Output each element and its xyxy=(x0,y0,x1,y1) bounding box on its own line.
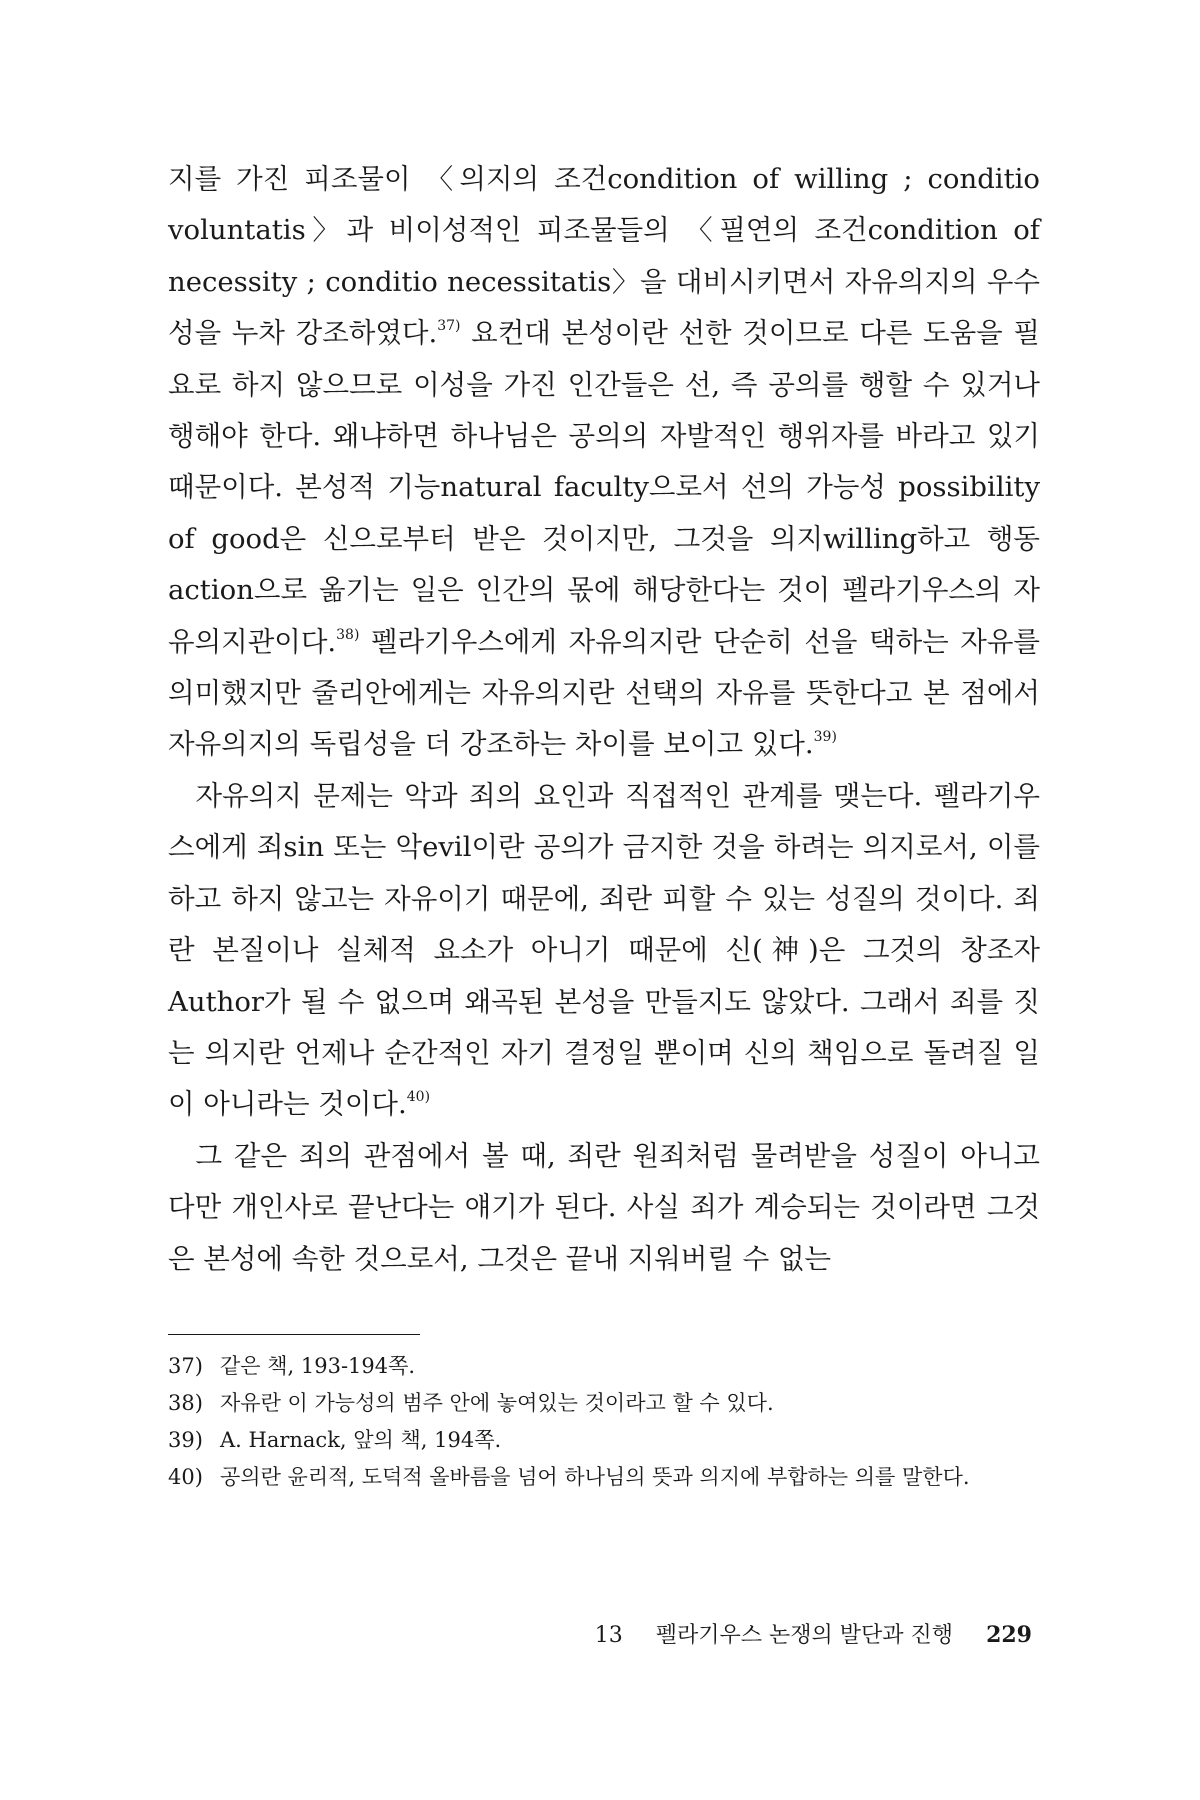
body-text xyxy=(168,154,1040,1285)
paragraph xyxy=(168,154,1040,771)
footnote xyxy=(168,1459,1040,1496)
paragraph-text: 그 같은 죄의 관점에서 볼 때, 죄란 원죄처럼 물려받을 성질이 아니고 다만 개인사로 끝난다는 얘기가 된다. 사실 죄가 계승되는 것이라면 그것은 본성에 속한 것으로서, 그것은 끝내 지워버릴 수 없는 xyxy=(168,1139,1040,1275)
page-number: 229 xyxy=(986,1622,1032,1648)
chapter-title: 펠라기우스 논쟁의 발단과 진행 xyxy=(655,1623,954,1648)
footnote-divider xyxy=(168,1334,420,1335)
paragraph xyxy=(168,1131,1040,1285)
footnote-ref: 37) xyxy=(437,318,461,335)
footnote xyxy=(168,1385,1040,1422)
footnote-number: 40) xyxy=(168,1465,203,1489)
footnote-text: 같은 책, 193-194쪽. xyxy=(220,1354,416,1378)
footnote-number: 39) xyxy=(168,1428,203,1452)
footnote-ref: 40) xyxy=(406,1089,431,1106)
footnote xyxy=(168,1422,1040,1459)
footnote-text: A. Harnack, 앞의 책, 194쪽. xyxy=(220,1428,502,1452)
paragraph-text: 요컨대 본성이란 선한 것이므로 다른 도움을 필요로 하지 않으므로 이성을 가진 인간들은 선, 즉 공의를 행할 수 있거나 행해야 한다. 왜냐하면 하나님은 공의의 자발적인 행위자를 바라고 있기 때문이다. 본성적 기능natural faculty으로서 선의 가능성 possibility of good은 신으로부터 받은 것이지만, 그것을 의지willing하고 행동action으로 옮기는 일은 인간의 몫에 해당한다는 것이 펠라기우스의 자유의지관이다. xyxy=(168,317,1040,658)
chapter-number: 13 xyxy=(594,1623,623,1648)
footnote-number: 37) xyxy=(168,1354,203,1378)
footnote xyxy=(168,1348,1040,1385)
footnote-text: 자유란 이 가능성의 범주 안에 놓여있는 것이라고 할 수 있다. xyxy=(220,1391,774,1415)
paragraph-text: 자유의지 문제는 악과 죄의 요인과 직접적인 관계를 맺는다. 펠라기우스에게 죄sin 또는 악evil이란 공의가 금지한 것을 하려는 의지로서, 이를 하고 하지 않고는 자유이기 때문에, 죄란 피할 수 있는 성질의 것이다. 죄란 본질이나 실체적 요소가 아니기 때문에 신(神)은 그것의 창조자Author가 될 수 없으며 왜곡된 본성을 만들지도 않았다. 그래서 죄를 짓는 의지란 언제나 순간적인 자기 결정일 뿐이며 신의 책임으로 돌려질 일이 아니라는 것이다. xyxy=(168,779,1040,1121)
footnotes xyxy=(168,1348,1040,1496)
footnote-ref: 39) xyxy=(813,729,837,746)
footnote-text: 공의란 윤리적, 도덕적 올바름을 넘어 하나님의 뜻과 의지에 부합하는 의를 말한다. xyxy=(220,1465,970,1489)
footnote-ref: 38) xyxy=(336,626,360,643)
paragraph-text: 지를 가진 피조물이 〈의지의 조건condition of willing ; conditio voluntatis〉과 비이성적인 피조물들의 〈필연의 조건condition of necessity ; conditio necessitatis〉을 대비시키면서 자유의지의 우수성을 누차 강조하였다. xyxy=(168,163,1040,350)
running-footer xyxy=(595,1620,1032,1651)
footnote-number: 38) xyxy=(168,1391,203,1415)
paragraph-text: 펠라기우스에게 자유의지란 단순히 선을 택하는 자유를 의미했지만 줄리안에게는 자유의지란 선택의 자유를 뜻한다고 본 점에서 자유의지의 독립성을 더 강조하는 차이를 보이고 있다. xyxy=(168,625,1040,761)
paragraph xyxy=(168,771,1040,1131)
